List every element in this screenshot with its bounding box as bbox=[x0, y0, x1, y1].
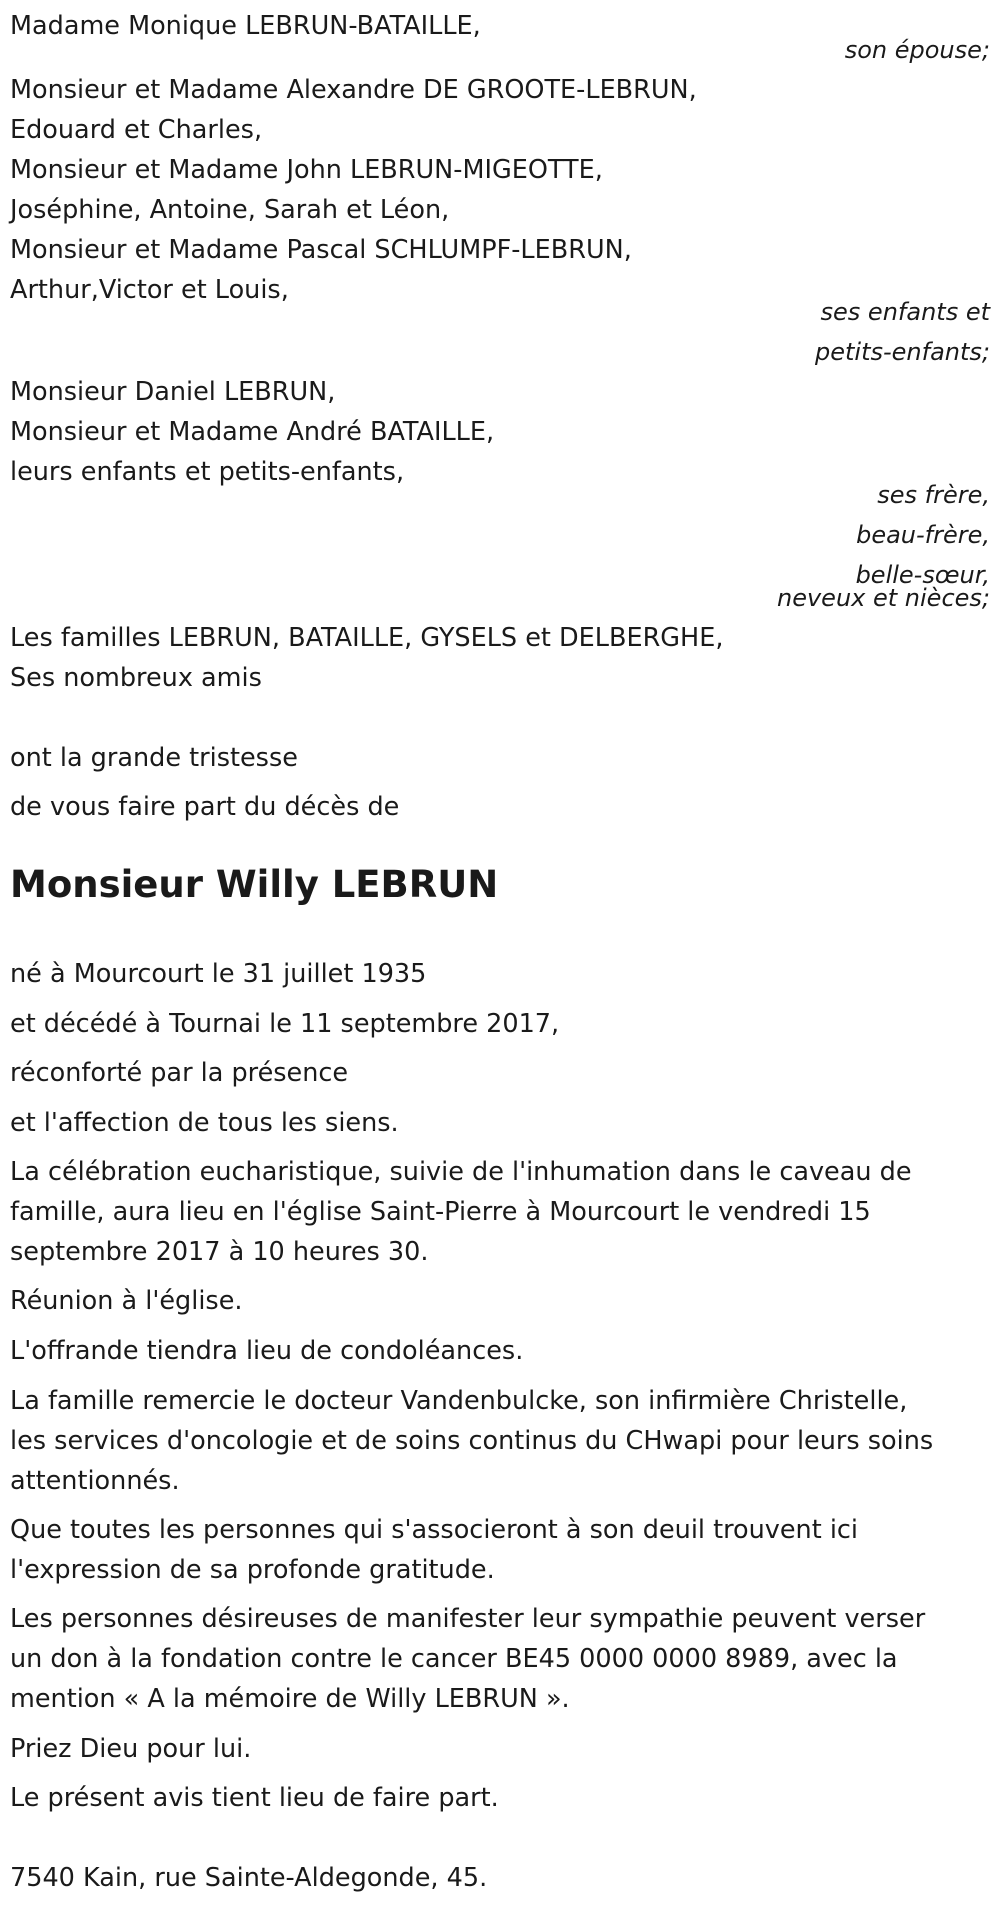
thanks-line-3: attentionnés. bbox=[10, 1466, 180, 1496]
prayer-line: Priez Dieu pour lui. bbox=[10, 1734, 252, 1764]
ceremony-paragraph bbox=[10, 1152, 985, 1272]
siblings-line-3: leurs enfants et petits-enfants, bbox=[10, 457, 405, 487]
children-line-2: Edouard et Charles, bbox=[10, 115, 263, 145]
siblings-role-4: neveux et nièces; bbox=[777, 584, 990, 612]
siblings-line-2: Monsieur et Madame André BATAILLE, bbox=[10, 417, 495, 447]
children-line-3: Monsieur et Madame John LEBRUN-MIGEOTTE, bbox=[10, 155, 603, 185]
comfort-line-2: et l'affection de tous les siens. bbox=[10, 1108, 399, 1138]
deceased-name: Monsieur Willy LEBRUN bbox=[10, 863, 499, 906]
offering-line: L'offrande tiendra lieu de condoléances. bbox=[10, 1336, 524, 1366]
gratitude-line-2: l'expression de sa profonde gratitude. bbox=[10, 1555, 495, 1585]
others-line-1: Les familles LEBRUN, BATAILLE, GYSELS et DELBERGHE, bbox=[10, 623, 724, 653]
donation-line-3: mention « A la mémoire de Willy LEBRUN ». bbox=[10, 1684, 570, 1714]
children-role-2: petits-enfants; bbox=[815, 338, 990, 366]
thanks-line-2: les services d'oncologie et de soins continus du CHwapi pour leurs soins bbox=[10, 1426, 934, 1456]
siblings-role-2: beau-frère, bbox=[856, 521, 990, 549]
announcement-line-1: ont la grande tristesse bbox=[10, 743, 298, 773]
siblings-role-1: ses frère, bbox=[877, 481, 990, 509]
gratitude-paragraph bbox=[10, 1510, 985, 1590]
siblings-line-1: Monsieur Daniel LEBRUN, bbox=[10, 377, 336, 407]
gratitude-line-1: Que toutes les personnes qui s'associeront à son deuil trouvent ici bbox=[10, 1515, 859, 1545]
donation-line-2: un don à la fondation contre le cancer BE45 0000 0000 8989, avec la bbox=[10, 1644, 898, 1674]
ceremony-line-3: septembre 2017 à 10 heures 30. bbox=[10, 1237, 429, 1267]
notice-line: Le présent avis tient lieu de faire part. bbox=[10, 1783, 499, 1813]
donation-paragraph bbox=[10, 1599, 985, 1719]
ceremony-line-1: La célébration eucharistique, suivie de l'inhumation dans le caveau de bbox=[10, 1157, 912, 1187]
children-line-4: Joséphine, Antoine, Sarah et Léon, bbox=[10, 195, 450, 225]
death-line: et décédé à Tournai le 11 septembre 2017, bbox=[10, 1009, 560, 1039]
ceremony-line-2: famille, aura lieu en l'église Saint-Pierre à Mourcourt le vendredi 15 bbox=[10, 1197, 871, 1227]
donation-line-1: Les personnes désireuses de manifester leur sympathie peuvent verser bbox=[10, 1604, 926, 1634]
comfort-line-1: réconforté par la présence bbox=[10, 1058, 349, 1088]
children-line-6: Arthur,Victor et Louis, bbox=[10, 275, 289, 305]
address-line: 7540 Kain, rue Sainte-Aldegonde, 45. bbox=[10, 1863, 488, 1893]
thanks-line-1: La famille remercie le docteur Vandenbulcke, son infirmière Christelle, bbox=[10, 1386, 908, 1416]
thanks-paragraph bbox=[10, 1381, 985, 1501]
others-line-2: Ses nombreux amis bbox=[10, 663, 262, 693]
spouse-role: son épouse; bbox=[844, 36, 990, 64]
birth-line: né à Mourcourt le 31 juillet 1935 bbox=[10, 959, 427, 989]
announcement-line-2: de vous faire part du décès de bbox=[10, 792, 400, 822]
siblings-role-3: belle-sœur, bbox=[855, 561, 990, 589]
children-line-1: Monsieur et Madame Alexandre DE GROOTE-LEBRUN, bbox=[10, 75, 697, 105]
children-role-1: ses enfants et bbox=[820, 298, 990, 326]
spouse-name: Madame Monique LEBRUN-BATAILLE, bbox=[10, 11, 481, 41]
meeting-line: Réunion à l'église. bbox=[10, 1286, 243, 1316]
children-line-5: Monsieur et Madame Pascal SCHLUMPF-LEBRUN, bbox=[10, 235, 632, 265]
